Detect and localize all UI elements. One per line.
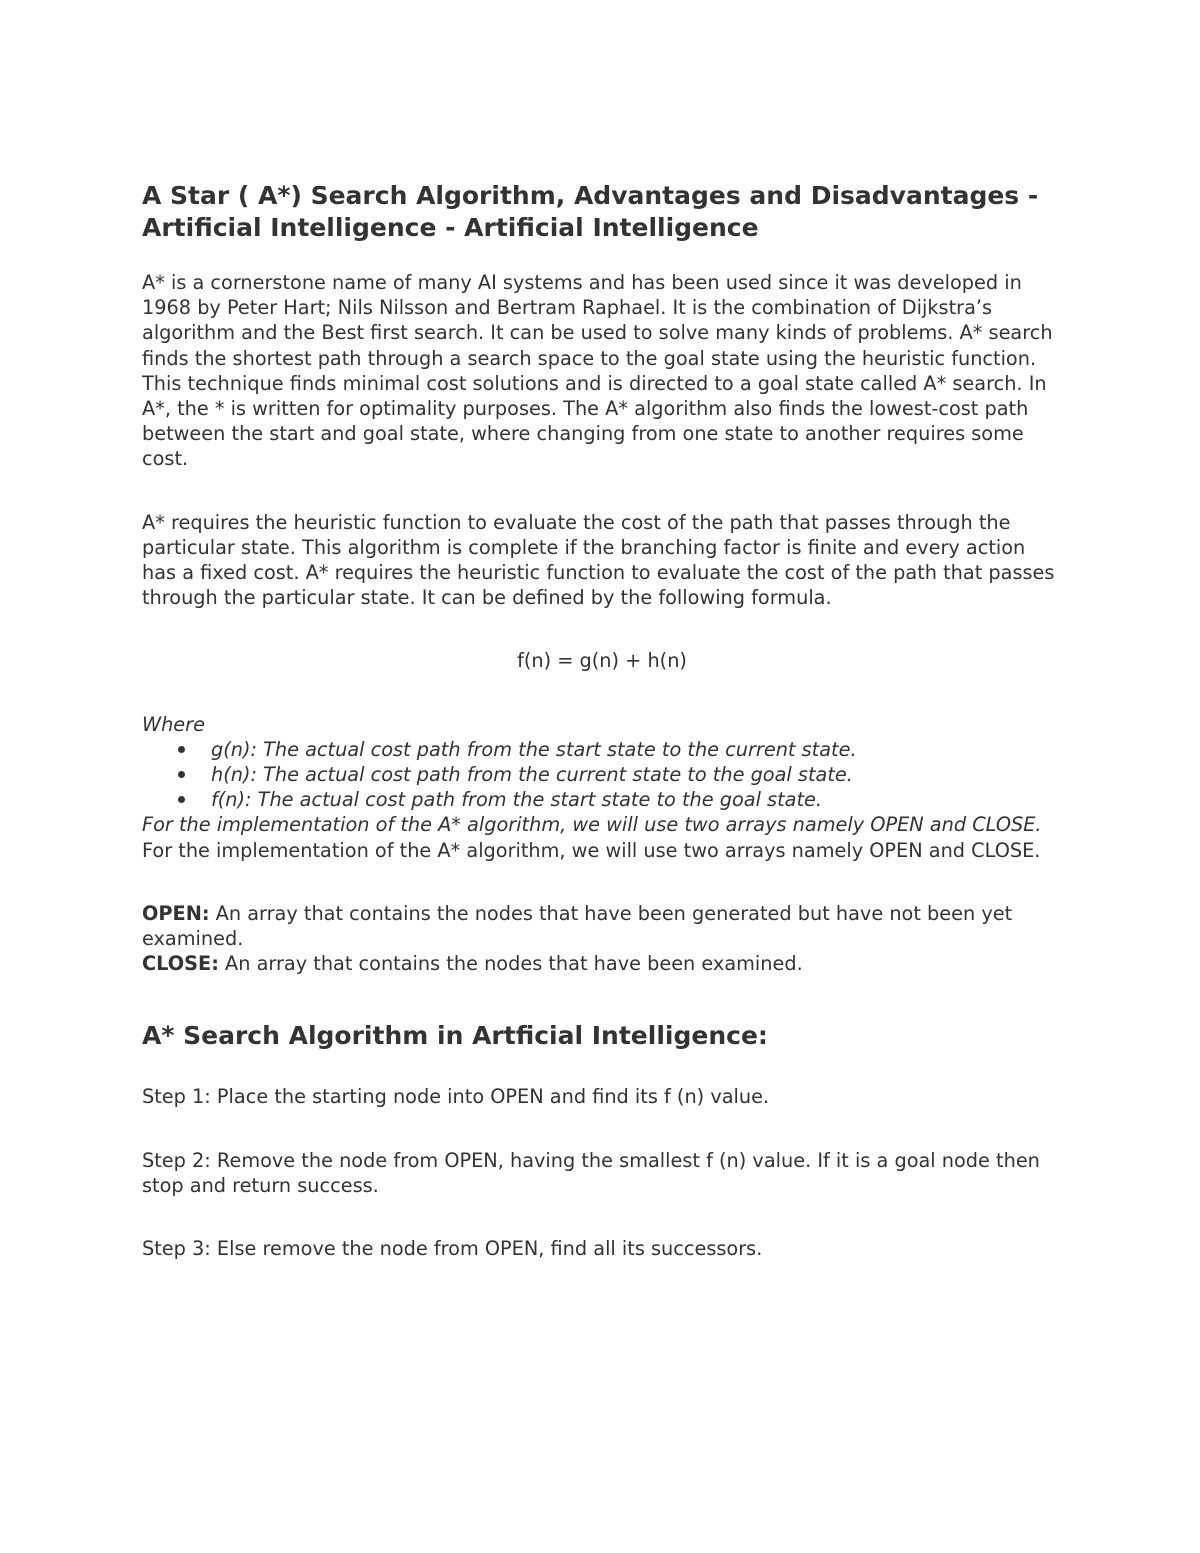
open-definition [142, 901, 1062, 951]
close-text: An array that contains the nodes that have been examined. [218, 952, 803, 976]
close-label: CLOSE: [142, 952, 219, 976]
where-label: Where [142, 712, 205, 736]
close-definition [142, 951, 1062, 976]
heuristic-paragraph: A* requires the heuristic function to evaluate the cost of the path that passes through the particular state. This algorithm is complete if the branching factor is finite and every action has a fixed cost. A* requires the heuristic function to evaluate the cost of the path that passes through the particular state. It can be defined by the following formula. [142, 510, 1055, 610]
document-title: A Star ( A*) Search Algorithm, Advantages and Disadvantages - Artificial Intelligence - Artificial Intelligence [142, 181, 1039, 242]
step-2: Step 2: Remove the node from OPEN, having the smallest f (n) value. If it is a goal node then stop and return success. [142, 1148, 1040, 1197]
formula: f(n) = g(n) + h(n) [517, 649, 687, 673]
implementation-note: For the implementation of the A* algorithm, we will use two arrays namely OPEN and CLOSE. [142, 838, 1041, 862]
definition-item [142, 737, 1062, 762]
definition-text: h(n): The actual cost path from the current state to the goal state. [211, 763, 853, 787]
step-3: Step 3: Else remove the node from OPEN, find all its successors. [142, 1237, 763, 1261]
definition-text: f(n): The actual cost path from the start state to the goal state. [211, 788, 823, 812]
intro-paragraph: A* is a cornerstone name of many AI systems and has been used since it was developed in 1968 by Peter Hart; Nils Nilsson and Bertram Raphael. It is the combination of Dijkstra’s algorithm and the Best first search. It can be used to solve many kinds of problems. A* search finds the shortest path through a search space to the goal state using the heuristic function. This technique finds minimal cost solutions and is directed to a goal state called A* search. In A*, the * is written for optimality purposes. The A* algorithm also finds the lowest-cost path between the start and goal state, where changing from one state to another requires some cost. [142, 271, 1053, 471]
document-page [142, 180, 1062, 1261]
definition-list [142, 737, 1062, 813]
bullet-icon [178, 746, 185, 753]
step-1: Step 1: Place the starting node into OPEN and find its f (n) value. [142, 1085, 770, 1109]
implementation-note-italic: For the implementation of the A* algorithm, we will use two arrays namely OPEN and CLOSE. [142, 813, 1042, 837]
section-heading: A* Search Algorithm in Artficial Intelligence: [142, 1021, 768, 1051]
bullet-icon [178, 771, 185, 778]
open-label: OPEN: [142, 901, 210, 925]
definition-item [142, 787, 1062, 812]
definition-text: g(n): The actual cost path from the start state to the current state. [211, 737, 857, 761]
definition-item [142, 762, 1062, 787]
open-text: An array that contains the nodes that have been generated but have not been yet examined. [142, 901, 1013, 951]
bullet-icon [178, 796, 185, 803]
